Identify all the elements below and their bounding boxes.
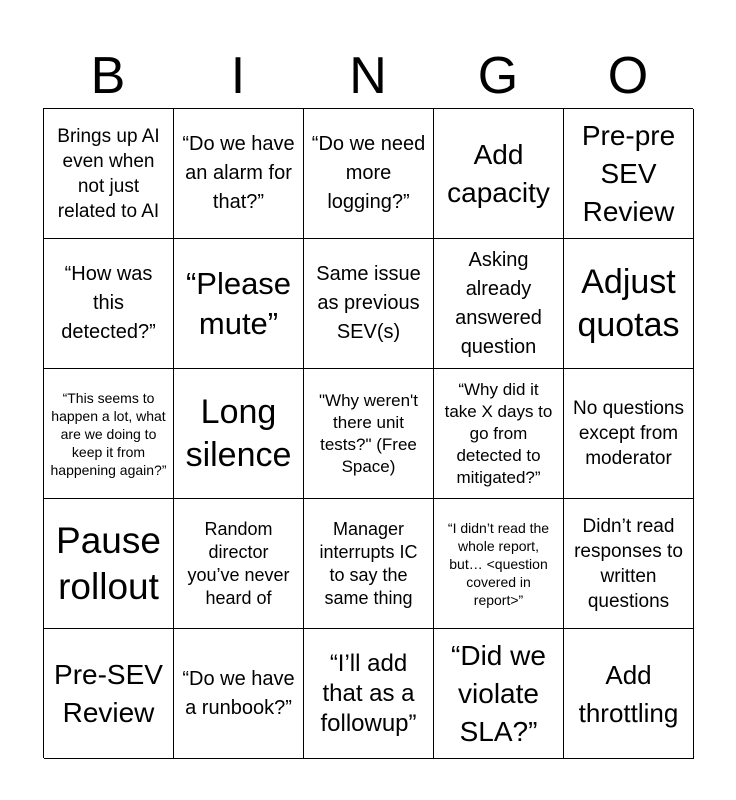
bingo-cell[interactable] (434, 109, 564, 239)
cell-text: Add throttling (578, 659, 679, 728)
bingo-cell[interactable] (434, 499, 564, 629)
bingo-cell[interactable] (174, 629, 304, 759)
cell-text: Asking already answered question (455, 248, 542, 358)
cell-text: Random director you’ve never heard of (187, 518, 290, 608)
cell-text: “Please mute” (185, 265, 292, 341)
bingo-cell[interactable] (564, 239, 694, 369)
bingo-cell[interactable] (434, 629, 564, 759)
cell-text: Pause rollout (56, 519, 161, 607)
cell-text: Didn’t read responses to written questions (574, 515, 683, 612)
bingo-cell[interactable] (44, 629, 174, 759)
bingo-cell[interactable] (174, 239, 304, 369)
cell-text: “Do we have a runbook?” (182, 667, 295, 719)
header-letter-i: I (230, 47, 246, 105)
cell-text: “Do we need more logging?” (311, 133, 426, 213)
bingo-cell[interactable] (304, 629, 434, 759)
cell-text: "Why weren't there unit tests?" (Free Space) (318, 390, 419, 476)
bingo-cell[interactable] (434, 239, 564, 369)
cell-text: “This seems to happen a lot, what are we doing to keep it from happening again?” (50, 389, 167, 478)
bingo-cell[interactable] (304, 499, 434, 629)
cell-text: Manager interrupts IC to say the same thing (319, 518, 418, 608)
bingo-cell[interactable] (44, 109, 174, 239)
cell-text: Add capacity (447, 138, 550, 208)
cell-text: Same issue as previous SEV(s) (316, 263, 421, 343)
cell-text: Pre-SEV Review (54, 658, 163, 728)
bingo-cell[interactable] (304, 369, 434, 499)
bingo-cell[interactable] (304, 239, 434, 369)
bingo-cell[interactable] (304, 109, 434, 239)
header-letter-g: G (477, 47, 519, 105)
bingo-cell[interactable] (564, 629, 694, 759)
cell-text: Long silence (185, 392, 292, 474)
bingo-cell[interactable] (434, 369, 564, 499)
cell-text: “Did we violate SLA?” (451, 639, 546, 747)
cell-text: “I didn’t read the whole report, but… <question covered in report>” (447, 519, 550, 608)
cell-text: “Do we have an alarm for that?” (182, 133, 295, 213)
bingo-cell[interactable] (174, 499, 304, 629)
cell-text: Pre-pre SEV Review (581, 119, 676, 227)
header-letter-b: B (90, 47, 126, 105)
cell-text: No questions except from moderator (573, 398, 684, 469)
cell-text: Brings up AI even when not just related to AI (57, 125, 160, 222)
bingo-grid (43, 108, 693, 758)
bingo-cell[interactable] (174, 109, 304, 239)
bingo-cell[interactable] (564, 499, 694, 629)
bingo-cell[interactable] (44, 499, 174, 629)
cell-text: Adjust quotas (577, 262, 680, 344)
bingo-cell[interactable] (564, 369, 694, 499)
bingo-cell[interactable] (564, 109, 694, 239)
bingo-cell[interactable] (44, 369, 174, 499)
cell-text: “Why did it take X days to go from detected to mitigated?” (444, 379, 553, 487)
bingo-cell[interactable] (174, 369, 304, 499)
cell-text: “How was this detected?” (61, 263, 156, 343)
cell-text: “I’ll add that as a followup” (320, 649, 417, 737)
header-letter-o: O (607, 47, 649, 105)
header-letter-n: N (349, 47, 387, 105)
bingo-cell[interactable] (44, 239, 174, 369)
bingo-header (43, 44, 693, 108)
